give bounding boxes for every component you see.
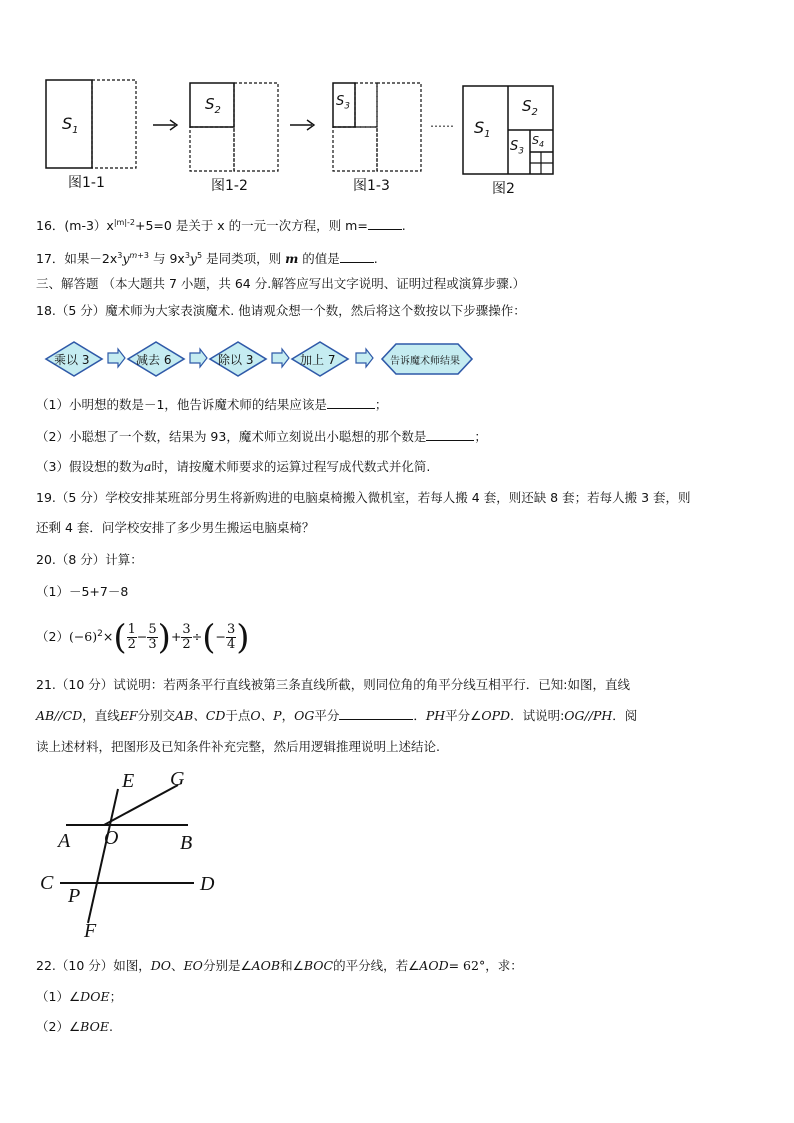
question-21-line-3: 读上述材料，把图形及已知条件补充完整，然后用逻辑推理说明上述结论. (36, 739, 440, 754)
ellipsis: …… (430, 116, 454, 130)
answer-blank[interactable] (368, 217, 402, 230)
square-division-figures (0, 0, 794, 200)
answer-blank[interactable] (327, 396, 375, 409)
flow-step-2-label: 减去 6 (136, 353, 172, 367)
question-20-part-2: $(2)(-6)^2\times$( $\frac{1}{2}$ − $\frac{5}{3}$ )+ $\frac{3}{2}$ ÷(− $\frac{3}{4}$ ) (36, 617, 250, 658)
question-18-stem: 18.（5 分）魔术师为大家表演魔术. 他请观众想一个数，然后将这个数按以下步骤操作： (36, 303, 526, 318)
question-21-line-1: 21.（10 分）试说明：若两条平行直线被第三条直线所截，则同位角的角平分线互相平行．已知:如图，直线 (36, 677, 630, 692)
flow-step-3-label: 除以 3 (218, 353, 254, 367)
flow-step-5-label: 告诉魔术师结果 (390, 356, 460, 367)
fig2-s1-label: $S_1$ (474, 118, 491, 141)
fig2-caption: 图2 (492, 181, 515, 197)
point-label-f: F (84, 920, 97, 942)
flow-arrow-4 (356, 349, 373, 367)
fig1-1-caption: 图1-1 (68, 175, 105, 191)
question-16: 16．$(m-3)x^{|m|-2}+5=0$ 是关于 x 的一元一次方程，则 m= . (36, 218, 406, 234)
section-heading: 三、解答题 （本大题共 7 小题，共 64 分.解答应写出文字说明、证明过程或演算步骤.） (36, 276, 526, 291)
figure-strip (0, 0, 794, 200)
answer-blank[interactable] (426, 428, 474, 441)
question-18-part-2: （2）小聪想了一个数，结果为 93，魔术师立刻说出小聪想的那个数是 ； (36, 429, 487, 444)
flow-arrow-2 (190, 349, 207, 367)
fig1-2-caption: 图1-2 (211, 178, 248, 194)
fig2-s2-label: $S_2$ (522, 97, 538, 118)
question-19-line-1: 19.（5 分）学校安排某班部分男生将新购进的电脑桌椅搬入微机室，若每人搬 4 套，则还缺 8 套；若每人搬 3 套，则 (36, 490, 691, 505)
point-label-g: G (170, 768, 185, 790)
question-19-line-2: 还剩 4 套．问学校安排了多少男生搬运电脑桌椅？ (36, 520, 315, 535)
question-20-part-1: （1）－5+7－8 (36, 584, 129, 599)
point-label-c: C (40, 872, 54, 894)
flow-arrow-3 (272, 349, 289, 367)
point-label-a: A (58, 830, 71, 852)
magic-flowchart (40, 338, 480, 380)
flow-step-1-label: 乘以 3 (54, 353, 90, 367)
point-label-d: D (200, 873, 215, 895)
question-22-stem: 22.（10 分）如图，DO、EO分别是∠AOB和∠BOC的平分线，若∠AOD= 62°，求： (36, 958, 523, 973)
question-20-stem: 20.（8 分）计算： (36, 552, 143, 567)
fig1-3-s3-label: $S_3$ (336, 94, 350, 112)
question-18-part-3: （3）假设想的数为a时，请按魔术师要求的运算过程写成代数式并化简. (36, 459, 431, 474)
flow-arrow-1 (108, 349, 125, 367)
question-18-part-1: （1）小明想的数是－1，他告诉魔术师的结果应该是 ； (36, 397, 388, 412)
parallel-lines-figure (30, 765, 240, 945)
question-22-part-2: （2）∠BOE. (36, 1019, 113, 1034)
point-label-e: E (122, 770, 135, 792)
point-label-o: O (104, 827, 119, 849)
point-label-p: P (68, 885, 81, 907)
answer-blank[interactable] (340, 250, 374, 263)
question-22-part-1: （1）∠DOE； (36, 989, 123, 1004)
point-label-b: B (180, 832, 193, 854)
answer-blank[interactable] (339, 707, 413, 720)
flow-step-4-label: 加上 7 (300, 353, 336, 367)
fig2-s3-label: $S_3$ (510, 139, 524, 157)
question-17: 17．如果$-2x^3y^{m+3}$ 与 $9x^3y^5$ 是同类项，则 m 的值是 . (36, 251, 378, 267)
question-21-line-2: AB//CD，直线EF分别交AB、CD于点O、P，OG平分 ．PH平分∠OPD．试说明:OG//PH．阅 (36, 708, 638, 723)
fig1-3-caption: 图1-3 (353, 178, 390, 194)
fig2-s4-label: $S_4$ (532, 134, 545, 150)
fig1-2-s2-label: $S_2$ (205, 95, 221, 116)
fig1-1-s1-label: $S_1$ (62, 114, 79, 137)
